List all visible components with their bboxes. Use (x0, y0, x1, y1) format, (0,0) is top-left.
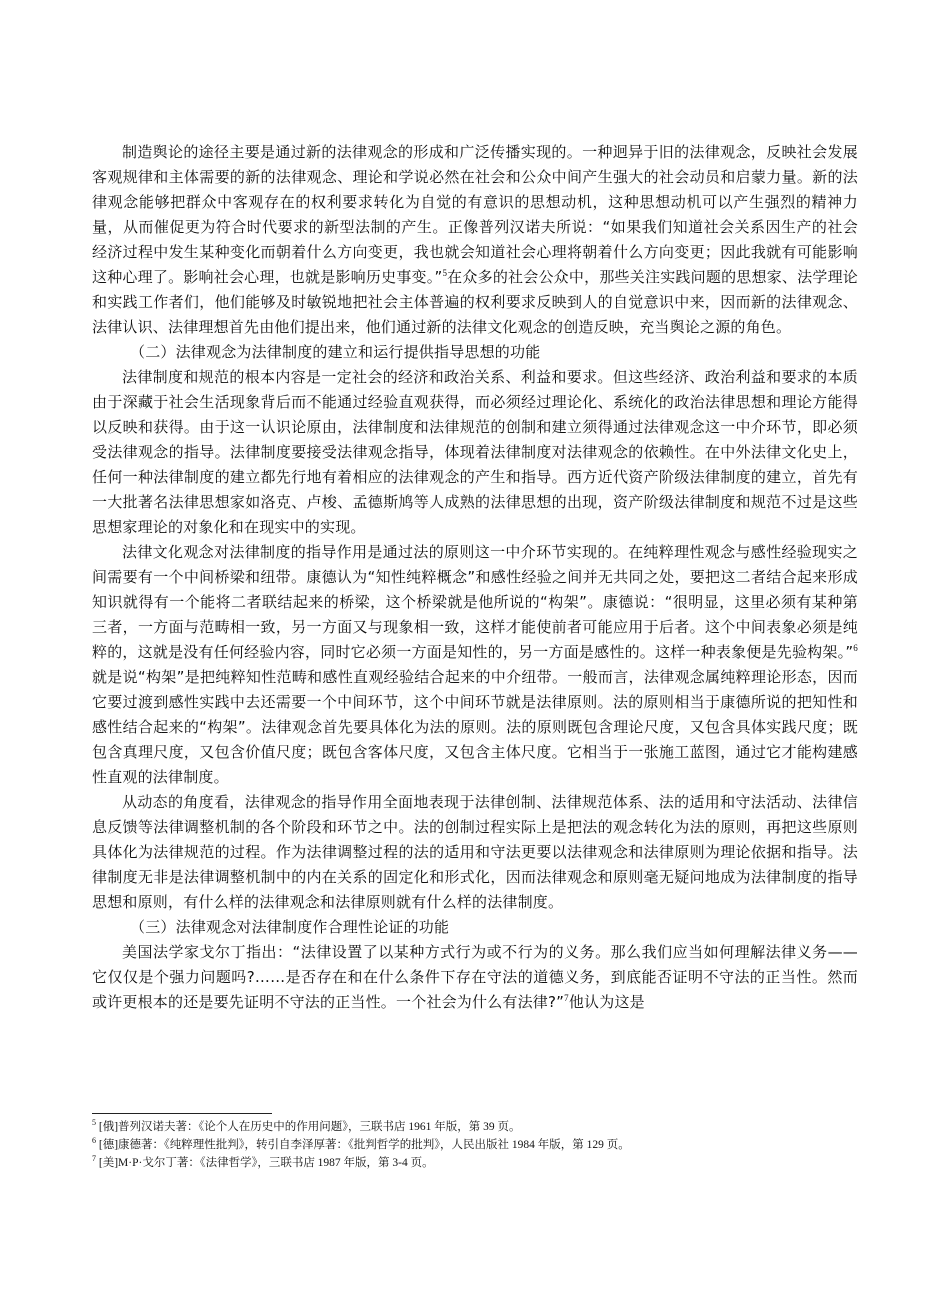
paragraph-text-continued: 就是说“构架”是把纯粹知性范畴和感性直观经验结合起来的中介纽带。一般而言，法律观念属纯粹理论形态，因而它要过渡到感性实践中去还需要一个中间环节，这个中间环节就是法律原则。法的原则相当于康德所说的把知性和感性结合起来的“构架”。法律观念首先要具体化为法的原则。法的原则既包含理论尺度，又包含具体实践尺度；既包含真理尺度，又包含价值尺度；既包含客体尺度，又包含主体尺度。它相当于一张施工蓝图，通过它才能构建感性直观的法律制度。 (92, 668, 858, 786)
footnote-5 (92, 1118, 858, 1136)
footnotes (92, 1113, 858, 1172)
footnote-ref-5[interactable]: 5 (442, 268, 448, 278)
footnote-text: [俄]普列汉诺夫著：《论个人在历史中的作用问题》，三联书店 1961 年版，第 39 页。 (98, 1121, 521, 1133)
paragraph-dynamic-view: 从动态的角度看，法律观念的指导作用全面地表现于法律创制、法律规范体系、法的适用和守法活动、法律信息反馈等法律调整机制的各个阶段和环节之中。法的创制过程实际上是把法的观念转化为法的原则，再把这些原则具体化为法律规范的过程。作为法律调整过程的法的适用和守法更要以法律观念和法律原则为理论依据和指导。法律制度无非是法律调整机制中的内在关系的固定化和形式化，因而法律观念和原则毫无疑问地成为法律制度的指导思想和原则，有什么样的法律观念和法律原则就有什么样的法律制度。 (92, 793, 858, 911)
footnote-text: [德]康德著：《纯粹理性批判》，转引自李泽厚著：《批判哲学的批判》，人民出版社 1984 年版，第 129 页。 (98, 1139, 630, 1151)
document-body (92, 140, 858, 1015)
footnote-number: 7 (92, 1154, 96, 1164)
paragraph-text-continued: 他认为这是 (568, 993, 645, 1011)
paragraph-golding (92, 940, 858, 1015)
section-heading-guiding-thought: （二）法律观念为法律制度的建立和运行提供指导思想的功能 (130, 343, 541, 361)
paragraph-text: 制造舆论的途径主要是通过新的法律观念的形成和广泛传播实现的。一种迥异于旧的法律观念，反映社会发展客观规律和主体需要的新的法律观念、理论和学说必然在社会和公众中间产生强大的社会动员和启蒙力量。新的法律观念能够把群众中客观存在的权利要求转化为自觉的有意识的思想动机，这种思想动机可以产生强烈的精神力量，从而催促更为符合时代要求的新型法制的产生。正像普列汉诺夫所说：“如果我们知道社会关系因生产的社会经济过程中发生某种变化而朝着什么方向变更，我也就会知道社会心理将朝着什么方向变更；因此我就有可能影响这种心理了。影响社会心理，也就是影响历史事变。” (92, 143, 858, 286)
paragraph-text-continued: 在众多的社会公众中，那些关注实践问题的思想家、法学理论和实践工作者们，他们能够及时敏锐地把社会主体普遍的权利要求反映到人的自觉意识中来，因而新的法律观念、法律认识、法律理想首先由他们提出来，他们通过新的法律文化观念的创造反映，充当舆论之源的角色。 (92, 268, 858, 336)
paragraph-kant-schema (92, 540, 858, 790)
footnote-text: [美]M·P·戈尔丁著：《法律哲学》，三联书店 1987 年版，第 3-4 页。 (98, 1157, 434, 1169)
footnote-7 (92, 1154, 858, 1172)
footnote-ref-7[interactable]: 7 (564, 993, 569, 1003)
footnote-6 (92, 1136, 858, 1154)
section-heading-justification: （三）法律观念对法律制度作合理性论证的功能 (130, 918, 450, 936)
footnote-number: 6 (92, 1136, 96, 1146)
footnote-ref-6[interactable]: 6 (853, 643, 858, 653)
paragraph-institution-content: 法律制度和规范的根本内容是一定社会的经济和政治关系、利益和要求。但这些经济、政治利益和要求的本质由于深藏于社会生活现象背后而不能通过经验直观获得，而必须经过理论化、系统化的政治法律思想和理论方能得以反映和获得。由于这一认识论原由，法律制度和法律规范的创制和建立须得通过法律观念这一中介环节，即必须受法律观念的指导。法律制度要接受法律观念指导，体现着法律制度对法律观念的依赖性。在中外法律文化史上，任何一种法律制度的建立都先行地有着相应的法律观念的产生和指导。西方近代资产阶级法律制度的建立，首先有一大批著名法律思想家如洛克、卢梭、孟德斯鸠等人成熟的法律思想的出现，资产阶级法律制度和规范不过是这些思想家理论的对象化和在现实中的实现。 (92, 368, 858, 536)
footnote-number: 5 (92, 1118, 96, 1128)
paragraph-text: 美国法学家戈尔丁指出：“法律设置了以某种方式行为或不行为的义务。那么我们应当如何理解法律义务——它仅仅是个强力问题吗?……是否存在和在什么条件下存在守法的道德义务，到底能否证明不守法的正当性。然而或许更根本的还是要先证明不守法的正当性。一个社会为什么有法律?” (92, 943, 858, 1011)
footnote-divider (92, 1113, 272, 1114)
paragraph-public-opinion (92, 140, 858, 340)
paragraph-text: 法律文化观念对法律制度的指导作用是通过法的原则这一中介环节实现的。在纯粹理性观念与感性经验现实之间需要有一个中间桥梁和纽带。康德认为“知性纯粹概念”和感性经验之间并无共同之处，要把这二者结合起来形成知识就得有一个能将二者联结起来的桥梁，这个桥梁就是他所说的“构架”。康德说：“很明显，这里必须有某种第三者，一方面与范畴相一致，另一方面又与现象相一致，这样才能使前者可能应用于后者。这个中间表象必须是纯粹的，这就是没有任何经验内容，同时它必须一方面是知性的，另一方面是感性的。这样一种表象便是先验构架。” (92, 543, 858, 661)
